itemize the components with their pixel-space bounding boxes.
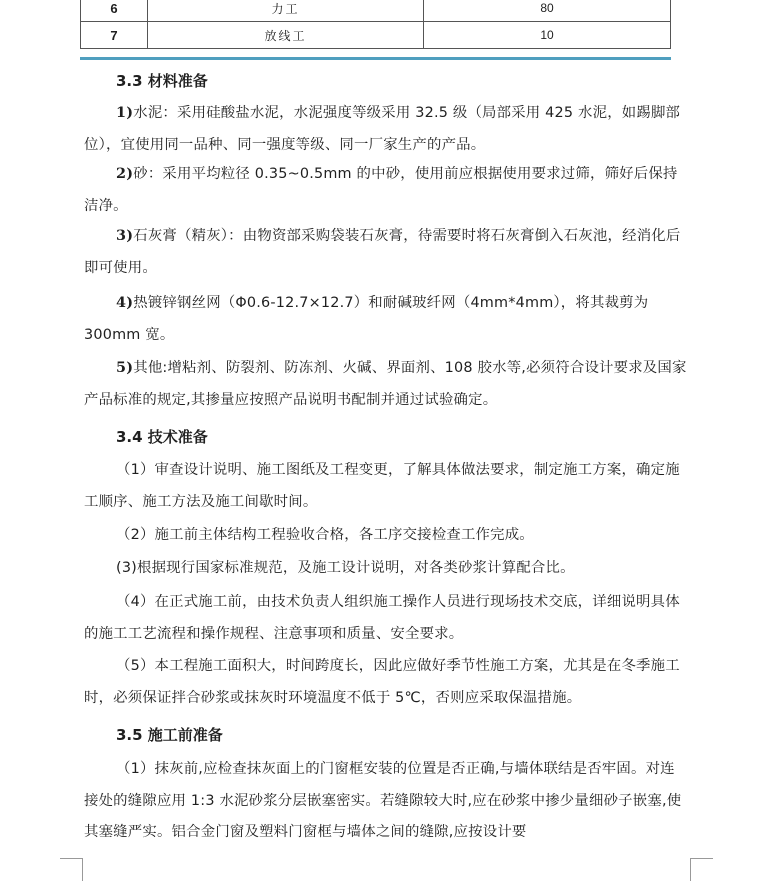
row-number: 6 bbox=[81, 0, 148, 22]
material-item-4 bbox=[84, 287, 688, 351]
item-tag: 4) bbox=[116, 294, 134, 311]
page-margin-mark-right bbox=[690, 858, 713, 881]
material-item-3 bbox=[84, 220, 688, 284]
item-tag: 3) bbox=[116, 227, 134, 244]
section-heading-3-4: 3.4 技术准备 bbox=[116, 428, 208, 446]
labor-table bbox=[80, 0, 671, 49]
tech-item-4: （4）在正式施工前，由技术负责人组织施工操作人员进行现场技术交底，详细说明具体的施工工艺流程和操作规程、注意事项和质量、安全要求。 bbox=[84, 594, 680, 642]
trade-name: 力工 bbox=[148, 0, 424, 22]
material-item-1 bbox=[84, 97, 688, 161]
row-number: 7 bbox=[81, 22, 148, 49]
item-text: 石灰膏（精灰）：由物资部采购袋装石灰膏，待需要时将石灰膏倒入石灰池，经消化后即可使用。 bbox=[84, 228, 681, 276]
section-heading-3-3: 3.3 材料准备 bbox=[116, 72, 208, 90]
table-row bbox=[81, 0, 671, 22]
material-item-5 bbox=[84, 352, 688, 416]
tech-item-5: （5）本工程施工面积大，时间跨度长，因此应做好季节性施工方案，尤其是在冬季施工时，必须保证拌合砂浆或抹灰时环境温度不低于 5℃，否则应采取保温措施。 bbox=[84, 658, 680, 706]
item-text: 水泥：采用硅酸盐水泥，水泥强度等级采用 32.5 级（局部采用 425 水泥，如踢脚部位），宜使用同一品种、同一强度等级、同一厂家生产的产品。 bbox=[84, 105, 681, 153]
item-text: 热镀锌钢丝网（Φ0.6-12.7×12.7）和耐碱玻纤网（4mm*4mm），将其裁剪为 300mm 宽。 bbox=[84, 295, 649, 343]
item-tag: 5) bbox=[116, 359, 134, 376]
tech-item-3: (3)根据现行国家标准规范，及施工设计说明，对各类砂浆计算配合比。 bbox=[116, 560, 575, 576]
prep-item-1: （1）抹灰前,应检查抹灰面上的门窗框安装的位置是否正确,与墙体联结是否牢固。对连接处的缝隙应用 1:3 水泥砂浆分层嵌塞密实。若缝隙较大时,应在砂浆中掺少量细砂子嵌塞,使其塞缝严实。铝合金门窗及塑料门窗框与墙体之间的缝隙,应按设计要 bbox=[84, 761, 682, 840]
item-tag: 1) bbox=[116, 104, 134, 121]
trade-name: 放线工 bbox=[148, 22, 424, 49]
tech-item-2: （2）施工前主体结构工程验收合格，各工序交接检查工作完成。 bbox=[116, 527, 534, 543]
item-tag: 2) bbox=[116, 165, 134, 182]
section-heading-3-5: 3.5 施工前准备 bbox=[116, 726, 223, 744]
table-bottom-rule bbox=[80, 57, 671, 60]
worker-count: 10 bbox=[424, 22, 671, 49]
worker-count: 80 bbox=[424, 0, 671, 22]
tech-item-1: （1）审查设计说明、施工图纸及工程变更，了解具体做法要求，制定施工方案，确定施工顺序、施工方法及施工间歇时间。 bbox=[84, 462, 680, 510]
table-row bbox=[81, 22, 671, 49]
item-text: 其他:增粘剂、防裂剂、防冻剂、火碱、界面剂、108 胶水等,必须符合设计要求及国家产品标准的规定,其掺量应按照产品说明书配制并通过试验确定。 bbox=[84, 360, 687, 408]
item-text: 砂：采用平均粒径 0.35~0.5mm 的中砂，使用前应根据使用要求过筛，筛好后保持洁净。 bbox=[84, 166, 678, 214]
material-item-2 bbox=[84, 158, 688, 222]
page-margin-mark-left bbox=[60, 858, 83, 881]
